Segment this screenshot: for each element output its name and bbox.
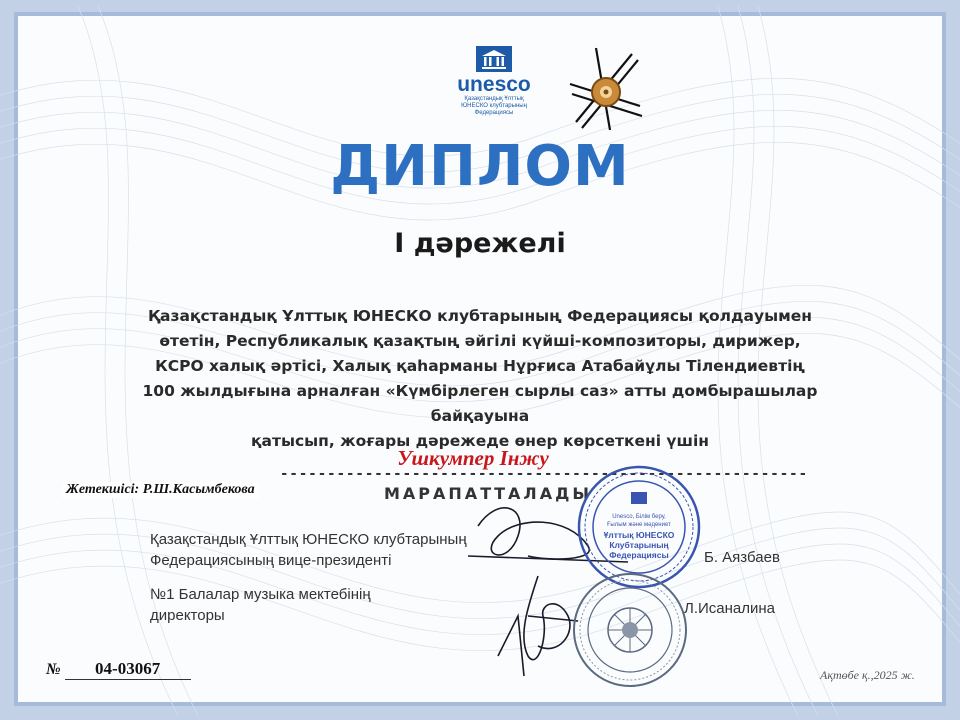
stamp-small-line: Unesco, Білім беру, (612, 514, 666, 520)
award-description (138, 304, 822, 454)
school-round-seal (570, 570, 690, 690)
description-line: 100 жылдығына арналған «Күмбірлеген сырлы саз» атты домбырашылар байқауына (142, 382, 818, 425)
signatory-name-director: Л.Исаналина (684, 600, 776, 617)
unesco-temple-icon (476, 46, 512, 72)
description-line: КСРО халық әртісі, Халық қаһарманы Нұрғиса Атабайұлы Тілендиевтің (155, 357, 805, 375)
place-date: Ақтөбе қ.,2025 ж. (820, 668, 915, 682)
description-line: қатысып, жоғары дәрежеде өнер көрсеткені үшін (251, 432, 709, 450)
signatory-title-line: Федерациясының вице-президенті (150, 552, 392, 569)
unesco-logo (448, 46, 540, 117)
description-line: өтетін, Республикалық қазақтың әйгілі күйші-композиторы, дирижер, (159, 332, 801, 350)
teacher-label: Жетекшісі: Р.Ш.Касымбекова (62, 482, 259, 498)
recipient-name: Ушкумпер Інжу (397, 446, 549, 470)
stamp-line: Федерациясы (609, 550, 669, 560)
stamp-line: Клубтарының (609, 540, 669, 550)
unesco-subtitle-line: Қазақстандық Ұлттық (464, 96, 524, 102)
signatory-title-director (150, 584, 371, 626)
signatory-title-line: Қазақстандық Ұлттық ЮНЕСКО клубтарының (150, 531, 467, 548)
name-underline: -------------------------------------------------------- (280, 466, 809, 482)
diploma-title: ДИПЛОМ (330, 134, 630, 199)
certificate-number (46, 659, 191, 680)
unesco-subtitle-line: Федерациясы (474, 110, 514, 116)
degree-label: І дәрежелі (394, 228, 566, 259)
signatory-title-line: №1 Балалар музыка мектебінің (150, 586, 371, 603)
number-sign: № (46, 661, 61, 678)
signatory-title-line: директоры (150, 607, 225, 624)
stamp-small-line: Ғылым және мәдениет (607, 522, 671, 528)
certificate-number-value: 04-03067 (65, 659, 191, 680)
diploma-sheet (14, 12, 946, 706)
stamp-line: Ұлттық ЮНЕСКО (603, 530, 675, 540)
signatory-title-vice-president (150, 529, 467, 571)
awarded-label: МАРАПАТТАЛАДЫ (384, 484, 592, 503)
signatory-name-vice-president: Б. Аязбаев (704, 549, 780, 566)
dombra-emblem-icon (566, 44, 646, 134)
description-line: Қазақстандық Ұлттық ЮНЕСКО клубтарының Федерациясы қолдауымен (148, 307, 812, 325)
unesco-subtitle-line: ЮНЕСКО клубтарының (461, 103, 527, 109)
unesco-wordmark: unesco (457, 73, 531, 96)
